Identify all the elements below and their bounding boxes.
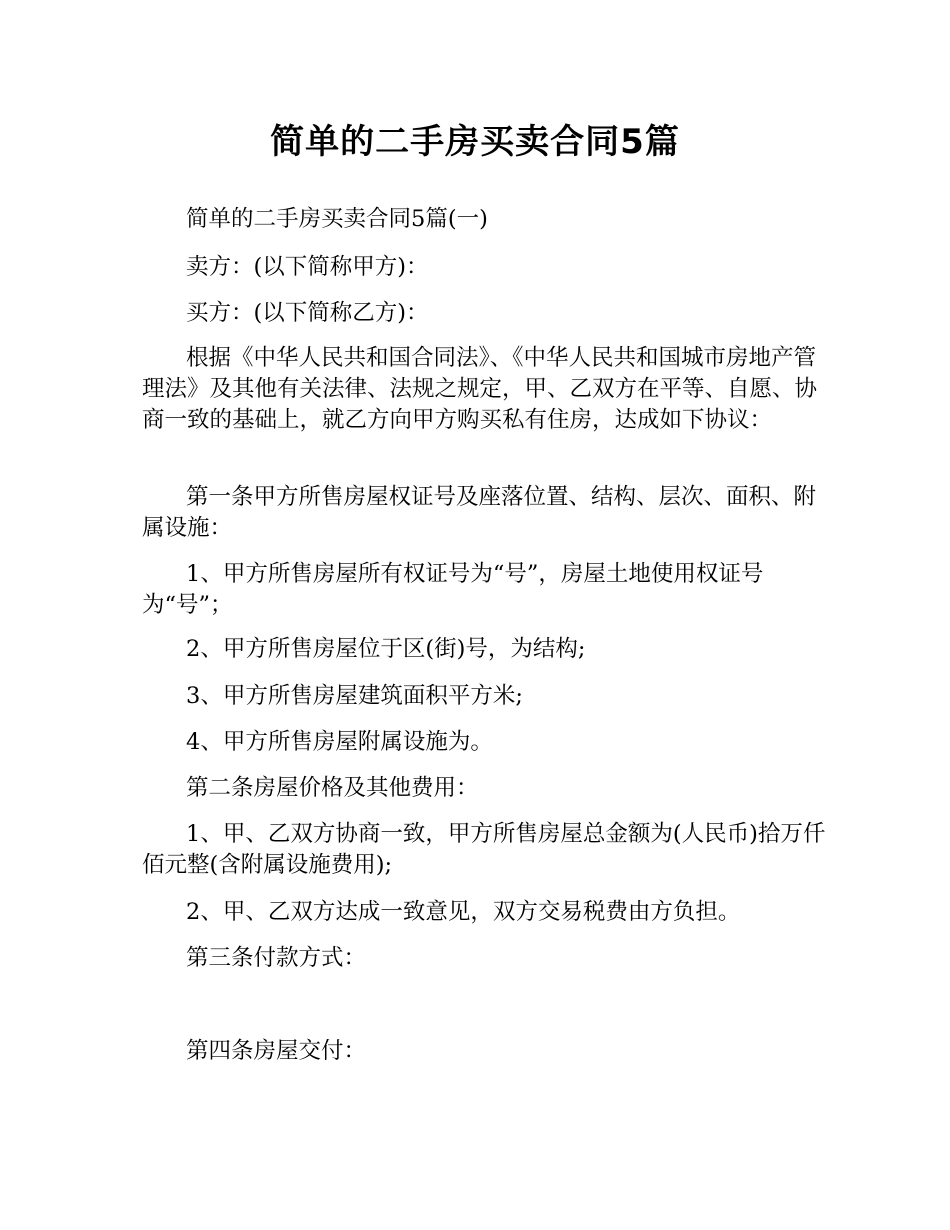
paragraph-clause-1-3: 3、甲方所售房屋建筑面积平方米; <box>186 683 523 709</box>
paragraph-clause-2-2: 2、甲、乙双方达成一致意见，双方交易税费由方负担。 <box>186 899 741 925</box>
paragraph-seller: 卖方：(以下简称甲方)： <box>186 254 429 280</box>
document-title: 简单的二手房买卖合同5篇 <box>270 122 680 162</box>
paragraph-subtitle: 简单的二手房买卖合同5篇(一) <box>186 206 488 232</box>
paragraph-clause-2-1: 1、甲、乙双方协商一致，甲方所售房屋总金额为(人民币)拾万仟佰元整(含附属设施费用); <box>142 821 826 878</box>
paragraph-article-4: 第四条房屋交付： <box>186 1038 367 1064</box>
paragraph-article-3: 第三条付款方式： <box>186 945 367 971</box>
paragraph-clause-1-4: 4、甲方所售房屋附属设施为。 <box>186 729 493 755</box>
paragraph-buyer: 买方：(以下简称乙方)： <box>186 300 429 326</box>
paragraph-article-2: 第二条房屋价格及其他费用： <box>186 775 479 801</box>
paragraph-clause-1-1: 1、甲方所售房屋所有权证号为“号”，房屋土地使用权证号为“号”； <box>142 561 764 618</box>
paragraph-clause-1-2: 2、甲方所售房屋位于区(街)号，为结构; <box>186 636 586 662</box>
paragraph-article-1: 第一条甲方所售房屋权证号及座落位置、结构、层次、面积、附属设施： <box>142 484 817 541</box>
paragraph-preamble: 根据《中华人民共和国合同法》、《中华人民共和国城市房地产管理法》及其他有关法律、法规之规定，甲、乙双方在平等、自愿、协商一致的基础上，就乙方向甲方购买私有住房，达成如下协议： <box>142 345 818 433</box>
